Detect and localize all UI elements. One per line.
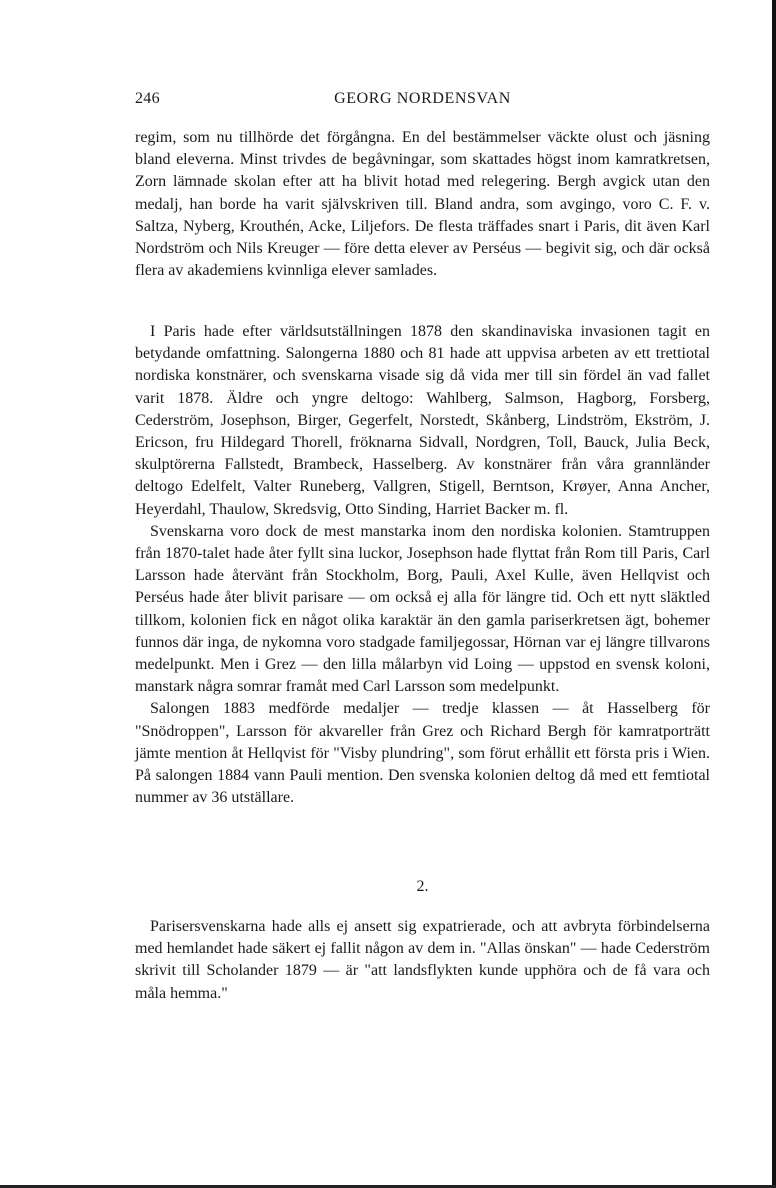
page-number: 246 bbox=[135, 90, 160, 107]
paragraph: regim, som nu tillhörde det förgångna. En del bestämmelser väckte olust och jäsning bland eleverna. Minst trivdes de begåvningar, som skattades högst inom kamratkretsen, Zorn lämnade skolan efter att ha blivit hotad med relegering. Bergh avgick utan den medalj, han borde ha varit självskriven till. Bland andra, som avgingo, voro C. F. v. Saltza, Nyberg, Krouthén, Acke, Liljefors. De flesta träffades snart i Paris, dit även Karl Nordström och Nils Kreuger — före detta elever av Perséus — begivit sig, och där också flera av akademiens kvinnliga elever samlades. bbox=[135, 129, 710, 280]
running-head bbox=[135, 90, 710, 112]
section-number: 2. bbox=[416, 878, 429, 895]
paragraph: Salongen 1883 medförde medaljer — tredje klassen — åt Hasselberg för "Snödroppen", Larsson för akvareller från Grez och Richard Bergh för kamratporträtt jämte mention åt Hellqvist för "Visby plundring", som förut erhållit ett första pris i Wien. På salongen 1884 vann Pauli mention. Den svenska kolonien deltog då med ett femtiotal nummer av 36 utställare. bbox=[135, 700, 710, 807]
paragraph: I Paris hade efter världsutställningen 1878 den skandinaviska invasionen tagit en betydande omfattning. Salongerna 1880 och 81 hade att uppvisa arbeten av ett trettiotal nordiska konstnärer, och svenskarna visade sig då vida mer till sin fördel än vad fallet varit 1878. Äldre och yngre deltogo: Wahlberg, Salmson, Hagborg, Forsberg, Cederström, Josephson, Birger, Gegerfelt, Norstedt, Skånberg, Lindström, Ekström, J. Ericson, fru Hildegard Thorell, fröknarna Sidvall, Nordgren, Toll, Bauck, Julia Beck, skulptörerna Fallstedt, Brambeck, Hasselberg. Av konstnärer från våra grannländer deltogo Edelfelt, Valter Runeberg, Vallgren, Stigell, Berntson, Krøyer, Anna Ancher, Heyerdahl, Thaulow, Skredsvig, Otto Sinding, Harriet Backer m. fl. bbox=[135, 323, 710, 518]
text-block-middle bbox=[135, 321, 710, 809]
paragraph: Parisersvenskarna hade alls ej ansett sig expatrierade, och att avbryta förbindelserna med hemlandet hade säkert ej fallit någon av dem in. "Allas önskan" — hade Cederström skrivit till Scholander 1879 — är "att landsflykten kunde upphöra och de få vara och måla hemma." bbox=[135, 918, 710, 1002]
scan-edge-right bbox=[772, 0, 776, 1188]
text-block-top bbox=[135, 127, 710, 282]
header-title: GEORG NORDENSVAN bbox=[334, 90, 511, 107]
text-block-bottom bbox=[135, 916, 710, 1005]
paragraph: Svenskarna voro dock de mest manstarka inom den nordiska kolonien. Stamtruppen från 1870-talet hade åter fyllt sina luckor, Josephson hade flyttat från Rom till Paris, Carl Larsson hade återvänt från Stockholm, Borg, Pauli, Axel Kulle, även Hellqvist och Perséus hade åter blivit parisare — om också ej alla för längre tid. Och ett nytt släktled tillkom, kolonien fick en något olika karaktär än den gamla pariserkretsen ägt, bohemer funnos där inga, de nykomna voro stadgade familjegossar, Hörnan var ej längre tillvarons medelpunkt. Men i Grez — den lilla målarbyn vid Loing — uppstod en svensk koloni, manstark några somrar framåt med Carl Larsson som medelpunkt. bbox=[135, 522, 710, 696]
